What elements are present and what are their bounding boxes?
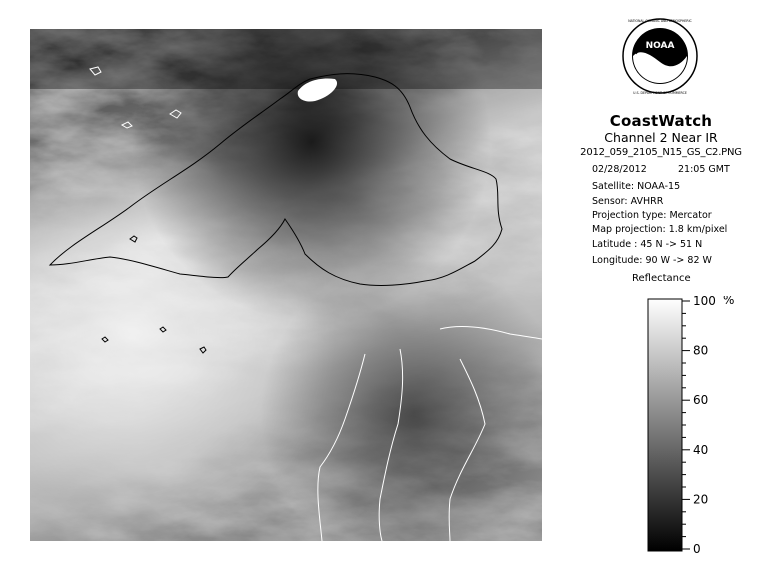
svg-text:NOAA: NOAA bbox=[645, 41, 675, 51]
colorbar-title: Reflectance bbox=[632, 273, 691, 284]
colorbar-unit: % bbox=[723, 296, 735, 307]
reflectance-colorbar bbox=[645, 296, 765, 556]
satellite-image bbox=[30, 29, 542, 541]
map-projection-text: Map projection: 1.8 km/pixel bbox=[592, 224, 728, 235]
time-text: 21:05 GMT bbox=[678, 164, 730, 175]
colorbar-tick-label: 20 bbox=[693, 492, 709, 507]
colorbar-tick-label: 40 bbox=[693, 442, 709, 457]
longitude-text: Longitude: 90 W -> 82 W bbox=[592, 255, 712, 266]
noaa-logo bbox=[620, 16, 700, 106]
channel-subtitle: Channel 2 Near IR bbox=[604, 130, 718, 145]
sensor-text: Sensor: AVHRR bbox=[592, 196, 664, 207]
projection-type-text: Projection type: Mercator bbox=[592, 210, 712, 221]
date-text: 02/28/2012 bbox=[592, 164, 647, 175]
product-title: CoastWatch bbox=[609, 112, 713, 130]
latitude-text: Latitude : 45 N -> 51 N bbox=[592, 239, 703, 250]
colorbar-gradient bbox=[648, 299, 682, 551]
satellite-text: Satellite: NOAA-15 bbox=[592, 181, 681, 192]
filename: 2012_059_2105_N15_GS_C2.PNG bbox=[580, 147, 742, 158]
colorbar-tick-label: 80 bbox=[693, 343, 709, 358]
svg-text:NATIONAL OCEANIC AND ATMOSPHER: NATIONAL OCEANIC AND ATMOSPHERIC bbox=[628, 19, 692, 23]
svg-text:U.S. DEPARTMENT OF COMMERCE: U.S. DEPARTMENT OF COMMERCE bbox=[633, 91, 687, 95]
colorbar-tick-label: 0 bbox=[693, 542, 701, 556]
colorbar-tick-label: 60 bbox=[693, 393, 709, 408]
colorbar-tick-label: 100 bbox=[693, 296, 716, 308]
